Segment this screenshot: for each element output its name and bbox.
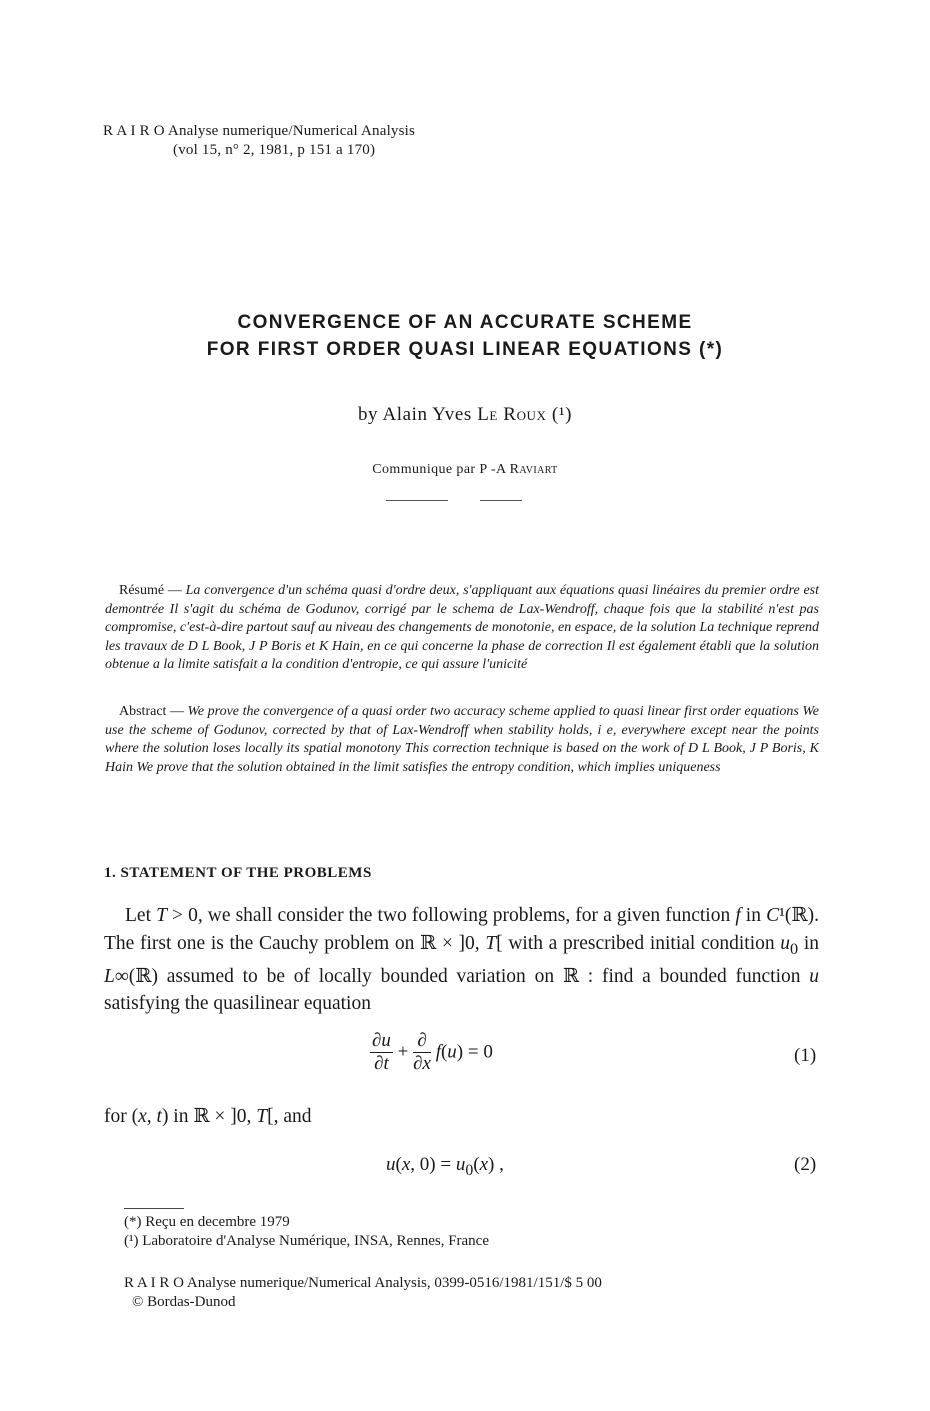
divider-left — [386, 500, 448, 501]
p1-text-a: Let — [125, 905, 157, 926]
p1-var-T2: T — [485, 932, 497, 954]
p1-var-f: f — [735, 905, 741, 926]
p2-vars: x, t — [138, 1106, 162, 1127]
journal-line-2: (vol 15, n° 2, 1981, p 151 a 170) — [173, 142, 376, 158]
eq1-frac-d-dx: $\frac{\partial}{\partial x}$ — [413, 1030, 431, 1074]
communique-prefix: Communique par P -A — [372, 462, 510, 477]
p1-text-c: in — [740, 905, 767, 926]
communique-line — [0, 462, 930, 478]
p1-text-d: ¹(ℝ). The first one is the Cauchy problem on ℝ × ]0, — [104, 905, 819, 954]
p1-text-b: > 0, we shall consider the two following problems, for a given function — [166, 905, 736, 926]
resume-text: La convergence d'un schéma quasi d'ordre deux, s'appliquant aux équations quasi linéaires du premier ordre est demontrée Il s'agit du schéma de Godunov, corrigé par le schema de Lax-Wendroff, chaque fois que la stabilité n'est pas compromise, c'est-à-dire partout sauf au niveau des changements de monotonie, en espace, de la solution La technique reprend les travaux de D L Book, J P Boris et K Hain, en ce qui concerne la phase de correction Il est également établi que la solution obtenue a la limite satisfait a la condition d'entropie, ce qui assure l'unicité — [105, 583, 819, 673]
p1-text-i: satisfying the quasilinear equation — [104, 993, 371, 1015]
abstract-text: We prove the convergence of a quasi order two accuracy scheme applied to quasi linear first order equations We use the scheme of Godunov, corrected by that of Lax-Wendroff when stability holds, i e, everywhere except near the points where the solution loses locally its spatial monotony This correction technique is based on the work of D L Book, J P Boris, K Hain We prove that the solution obtained in the limit satisfies the entropy condition, which implies uniqueness — [105, 704, 819, 775]
title-line-2: FOR FIRST ORDER QUASI LINEAR EQUATIONS (*) — [206, 339, 724, 360]
p2-var-T: T — [256, 1106, 268, 1127]
eq1-frac-du-dt: $\frac{\partial u}{\partial t}$ — [372, 1030, 391, 1074]
abstract-label: Abstract — — [119, 704, 188, 719]
p2-text-c: [, and — [267, 1106, 312, 1127]
footnote-2: (¹) Laboratoire d'Analyse Numérique, INSA, Rennes, France — [124, 1233, 490, 1249]
author-prefix: by Alain Yves — [357, 404, 478, 425]
author-note: (¹) — [546, 404, 573, 425]
p1-text-e: [ with a prescribed initial condition — [496, 932, 781, 954]
p2-text-b: ) in ℝ × ]0, — [161, 1106, 257, 1127]
p1-text-g: in — [798, 932, 819, 954]
footer-line-1: R A I R O Analyse numerique/Numerical Analysis, 0399-0516/1981/151/$ 5 00 — [124, 1275, 602, 1291]
footnote-1: (*) Reçu en decembre 1979 — [124, 1214, 290, 1230]
body-paragraph-2 — [104, 1104, 312, 1128]
paper-title — [0, 309, 930, 363]
title-line-1: CONVERGENCE OF AN ACCURATE SCHEME — [237, 312, 693, 333]
footnote-rule — [124, 1208, 184, 1209]
author-surname: Le Roux — [477, 404, 547, 425]
p2-text-a: for ( — [104, 1106, 139, 1127]
body-paragraph-1: Let T > 0, we shall consider the two following problems, for a given function f in C¹(ℝ). The first one is the Cauchy problem on ℝ × ]0, T[ with a prescribed initial condition $u_0$ in L∞(ℝ) assumed to be of locally bounded variation on ℝ : find a bounded function u satisfying the quasilinear equation — [104, 905, 819, 1015]
section-heading: 1. STATEMENT OF THE PROBLEMS — [104, 865, 372, 881]
equation-2-number: (2) — [794, 1154, 817, 1175]
abstract-block — [105, 703, 819, 777]
equation-2: u(x, $0) = u_0(x)$ , — [386, 1154, 504, 1179]
footer-line-2: © Bordas-Dunod — [132, 1294, 236, 1310]
p1-var-u: u — [809, 965, 819, 987]
journal-footer — [124, 1274, 602, 1312]
resume-label: Résumé — — [119, 583, 186, 598]
divider-right — [480, 500, 522, 501]
journal-line-1: R A I R O Analyse numerique/Numerical Analysis — [103, 123, 416, 139]
p1-var-L: L — [104, 965, 115, 987]
p1-text-h: ∞(ℝ) assumed to be of locally bounded variation on ℝ : find a bounded function — [114, 965, 810, 987]
journal-header — [103, 122, 415, 160]
communique-name: Raviart — [509, 462, 558, 477]
resume-block — [105, 582, 819, 675]
p1-var-C: C — [766, 905, 780, 926]
p1-var-T: T — [156, 905, 167, 926]
p1-var-u0: u — [780, 932, 791, 954]
equation-1: $\frac{\partial u}{\partial t}$ + $\frac{\partial}{\partial x}$ f(u) = 0 — [372, 1030, 493, 1074]
author-line — [0, 404, 930, 426]
equation-1-number: (1) — [794, 1045, 817, 1066]
